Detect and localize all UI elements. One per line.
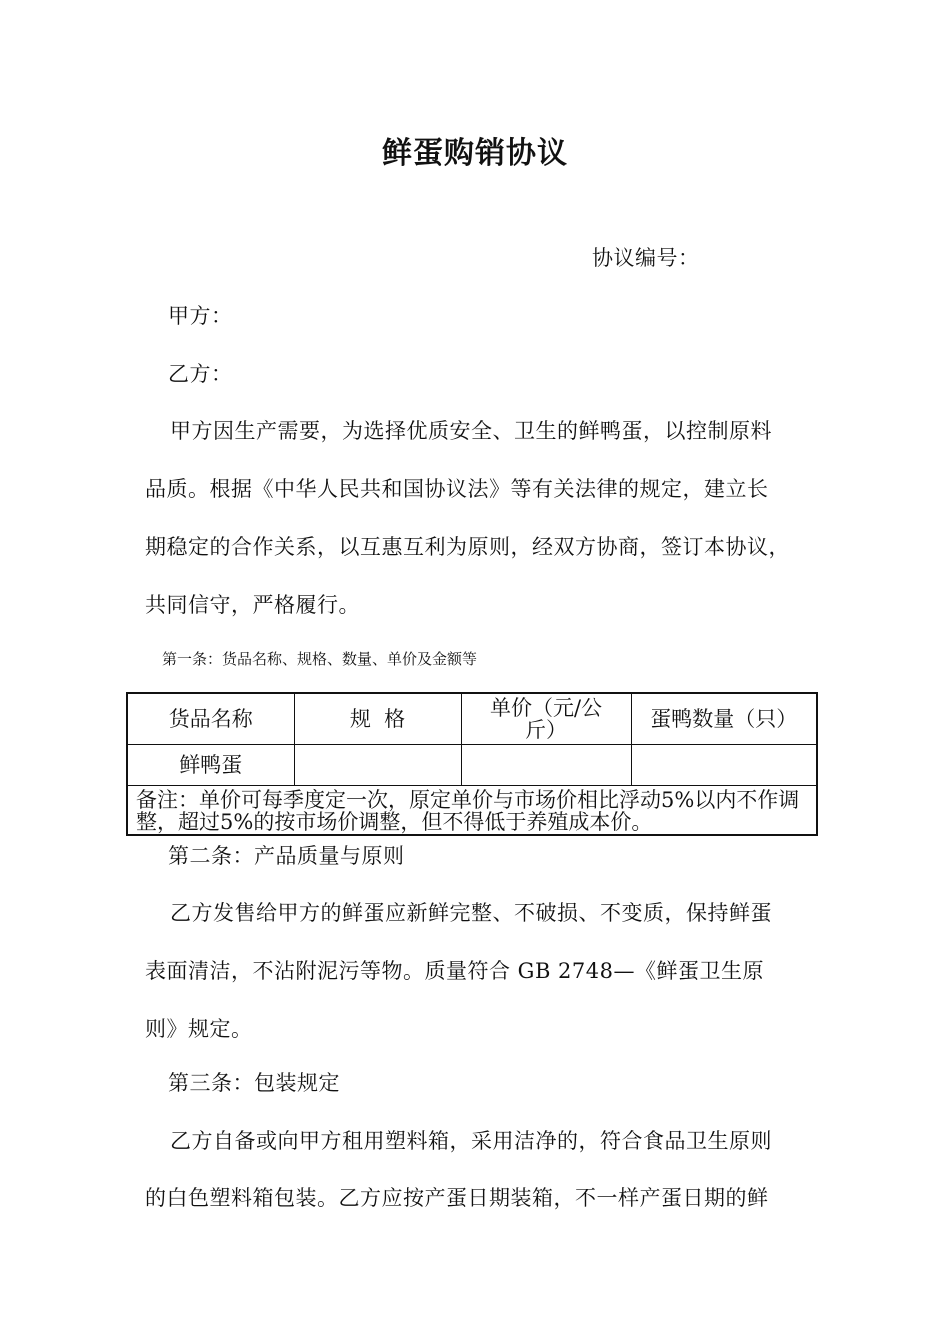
paragraph-line: 期稳定的合作关系，以互惠互利为原则，经双方协商，签订本协议，: [145, 535, 790, 559]
paragraph-line: 甲方因生产需要，为选择优质安全、卫生的鲜鸭蛋，以控制原料: [170, 419, 772, 443]
table-cell: 鲜鸭蛋: [127, 745, 294, 786]
article-2-heading: 第二条：产品质量与原则: [168, 844, 405, 868]
paragraph-line: 乙方发售给甲方的鲜蛋应新鲜完整、不破损、不变质，保持鲜蛋: [170, 901, 772, 925]
table-note: 备注：单价可每季度定一次，原定单价与市场价相比浮动5%以内不作调整，超过5%的按市场价调整，但不得低于养殖成本价。: [127, 786, 817, 836]
table-cell: [294, 745, 461, 786]
table-header-row: [127, 693, 817, 745]
party-a-label: 甲方：: [168, 304, 233, 328]
header-cell-spec: 规 格: [294, 693, 461, 745]
article-3-heading: 第三条：包装规定: [168, 1071, 340, 1095]
goods-table: [126, 692, 818, 836]
paragraph-line: 表面清洁，不沾附泥污等物。质量符合 GB 2748—《鲜蛋卫生原: [145, 959, 764, 983]
paragraph-line: 的白色塑料箱包装。乙方应按产蛋日期装箱，不一样产蛋日期的鲜: [145, 1186, 769, 1210]
table-cell: [461, 745, 631, 786]
paragraph-line: 乙方自备或向甲方租用塑料箱，采用洁净的，符合食品卫生原则: [170, 1129, 772, 1153]
header-cell-quantity: 蛋鸭数量（只）: [631, 693, 817, 745]
paragraph-line: 品质。根据《中华人民共和国协议法》等有关法律的规定，建立长: [145, 477, 769, 501]
paragraph-line: 则》规定。: [145, 1017, 253, 1041]
paragraph-line: 共同信守，严格履行。: [145, 593, 360, 617]
table-row: [127, 745, 817, 786]
article-1-heading: 第一条：货品名称、规格、数量、单价及金额等: [162, 650, 478, 668]
header-cell-price: 单价（元/公斤）: [461, 693, 631, 745]
document-title: 鲜蛋购销协议: [382, 136, 568, 171]
header-cell-name: 货品名称: [127, 693, 294, 745]
table-cell: [631, 745, 817, 786]
agreement-number-label: 协议编号：: [592, 246, 700, 270]
party-b-label: 乙方：: [168, 362, 233, 386]
table-note-row: [127, 786, 817, 836]
